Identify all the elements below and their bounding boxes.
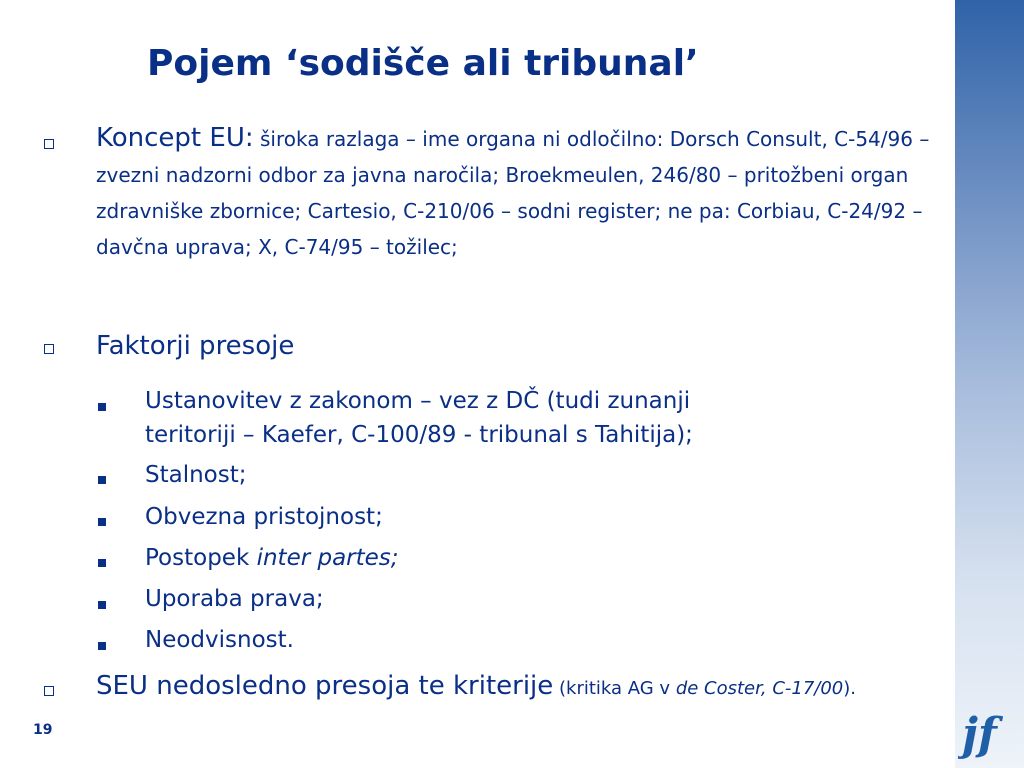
sub-bullet-obvezna: Obvezna pristojnost; xyxy=(145,504,383,530)
filled-bullet-icon xyxy=(98,476,106,484)
jf-logo xyxy=(958,705,1018,761)
filled-bullet-icon xyxy=(98,601,106,609)
sub-line: teritoriji – Kaefer, C-100/89 - tribunal s Tahitija); xyxy=(145,422,693,448)
bullet-koncept-eu xyxy=(96,120,946,265)
square-bullet-icon xyxy=(44,686,54,696)
filled-bullet-icon xyxy=(98,518,106,526)
sub-bullet-uporaba: Uporaba prava; xyxy=(145,586,324,612)
bullet-text: široka razlaga – ime organa ni odločilno: Dorsch Consult, C-54/96 – zvezni nadzorni odbor za javna naročila; Broekmeulen, 246/80 – pritožbeni organ zdravniške zbornice; Cartesio, C-210/06 – sodni register; ne pa: Corbiau, C-24/92 – davčna uprava; X, C-74/95 – tožilec; xyxy=(96,127,930,259)
sub-bullet-neodvisnost: Neodvisnost. xyxy=(145,627,294,653)
sub-bullet-stalnost: Stalnost; xyxy=(145,462,247,488)
bullet-lead: SEU nedosledno presoja te kriterije xyxy=(96,671,554,701)
note-open: (kritika AG v xyxy=(553,678,676,699)
sub-line: Ustanovitev z zakonom – vez z DČ (tudi zunanji xyxy=(145,388,691,414)
page-number: 19 xyxy=(33,722,53,738)
sub-bullet-ustanovitev xyxy=(145,384,945,452)
square-bullet-icon xyxy=(44,344,54,354)
filled-bullet-icon xyxy=(98,642,106,650)
bullet-note xyxy=(553,678,856,699)
square-bullet-icon xyxy=(44,139,54,149)
filled-bullet-icon xyxy=(98,559,106,567)
filled-bullet-icon xyxy=(98,403,106,411)
slide-title: Pojem ‘sodišče ali tribunal’ xyxy=(147,43,699,84)
note-case: de Coster, C-17/00 xyxy=(675,678,844,699)
sub-text: Postopek xyxy=(145,545,257,571)
sub-italic: inter partes; xyxy=(256,545,399,571)
bullet-seu xyxy=(96,668,946,707)
note-close: ). xyxy=(843,678,857,699)
sub-bullet-postopek xyxy=(145,541,945,575)
logo-text: jf xyxy=(962,709,997,760)
bullet-faktorji: Faktorji presoje xyxy=(96,331,295,361)
bullet-lead: Koncept EU: xyxy=(96,123,254,153)
side-gradient-bar xyxy=(955,0,1024,768)
